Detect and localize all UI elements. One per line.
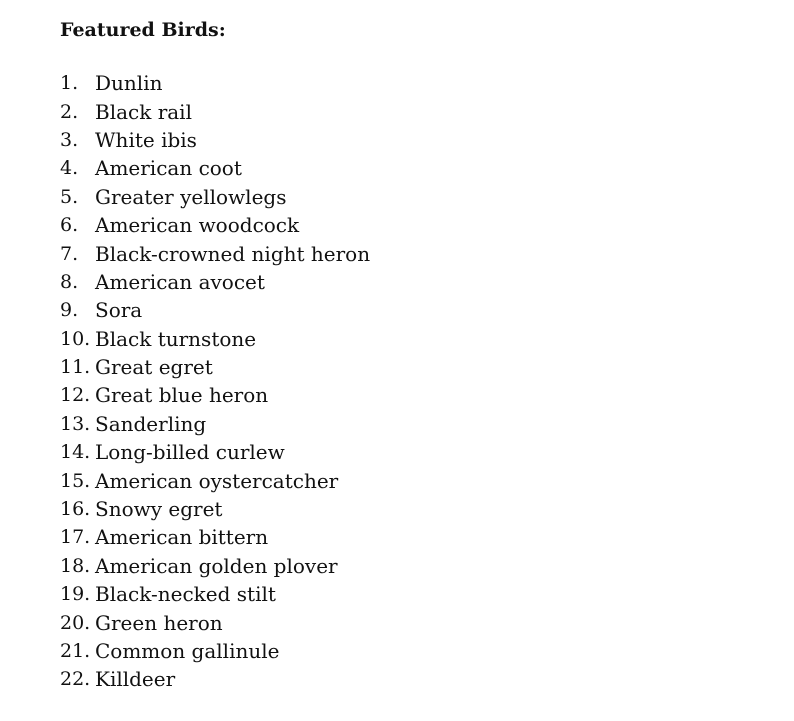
- list-item: [60, 353, 370, 381]
- bird-name: Great egret: [95, 355, 213, 380]
- item-number: 18.: [60, 554, 91, 577]
- list-item: [60, 466, 370, 494]
- list-item: [60, 580, 370, 608]
- list-item: [60, 495, 370, 523]
- bird-name: Long-billed curlew: [95, 440, 285, 465]
- bird-name: American woodcock: [95, 213, 300, 238]
- bird-name: Snowy egret: [95, 497, 223, 522]
- bird-name: Dunlin: [95, 71, 163, 96]
- bird-name: Great blue heron: [95, 383, 269, 408]
- bird-name: American avocet: [95, 269, 265, 294]
- list-heading: Featured Birds:: [60, 19, 226, 41]
- bird-name: American golden plover: [95, 553, 338, 578]
- bird-name: American oystercatcher: [95, 468, 339, 493]
- item-number: 8.: [60, 270, 79, 293]
- list-item: [60, 154, 370, 182]
- bird-name: Killdeer: [95, 667, 176, 692]
- item-number: 9.: [60, 299, 79, 322]
- bird-name: American coot: [95, 156, 242, 181]
- list-item: [60, 183, 370, 211]
- item-number: 20.: [60, 611, 91, 634]
- item-number: 15.: [60, 469, 91, 492]
- item-number: 13.: [60, 412, 91, 435]
- list-item: [60, 296, 370, 324]
- bird-name: American bittern: [95, 525, 269, 550]
- bird-name: Sanderling: [95, 411, 207, 436]
- item-number: 16.: [60, 498, 91, 521]
- list-item: [60, 126, 370, 154]
- list-item: [60, 325, 370, 353]
- bird-name: Black turnstone: [95, 326, 257, 351]
- item-number: 12.: [60, 384, 91, 407]
- list-item: [60, 381, 370, 409]
- item-number: 1.: [60, 72, 79, 95]
- item-number: 21.: [60, 640, 91, 662]
- bird-name: Common gallinule: [95, 639, 280, 663]
- item-number: 3.: [60, 128, 79, 151]
- list-item: [60, 410, 370, 438]
- list-item: [60, 211, 370, 239]
- list-item: [60, 268, 370, 296]
- bird-name: Black-crowned night heron: [95, 241, 371, 266]
- item-number: 14.: [60, 441, 91, 464]
- bird-name: Green heron: [95, 610, 223, 635]
- item-number: 22.: [60, 668, 91, 691]
- list-item: [60, 239, 370, 267]
- list-item: [60, 438, 370, 466]
- item-number: 19.: [60, 583, 91, 606]
- list-item: [60, 552, 370, 580]
- list-item: [60, 97, 370, 125]
- item-number: 10.: [60, 327, 91, 350]
- item-number: 4.: [60, 157, 79, 180]
- list-item: [60, 608, 370, 636]
- item-number: 5.: [60, 185, 79, 208]
- bird-name: Sora: [95, 298, 143, 323]
- list-item: [60, 523, 370, 551]
- list-item: [60, 69, 370, 97]
- bird-name: Greater yellowlegs: [95, 184, 287, 209]
- item-number: 6.: [60, 214, 79, 237]
- list-item: [60, 665, 370, 693]
- item-number: 7.: [60, 242, 79, 265]
- item-number: 17.: [60, 526, 91, 549]
- item-number: 11.: [60, 356, 91, 379]
- bird-name: White ibis: [95, 127, 197, 152]
- bird-list: [60, 69, 370, 694]
- list-item: [60, 637, 370, 665]
- item-number: 2.: [60, 100, 79, 123]
- bird-name: Black rail: [95, 99, 192, 124]
- bird-name: Black-necked stilt: [95, 582, 276, 607]
